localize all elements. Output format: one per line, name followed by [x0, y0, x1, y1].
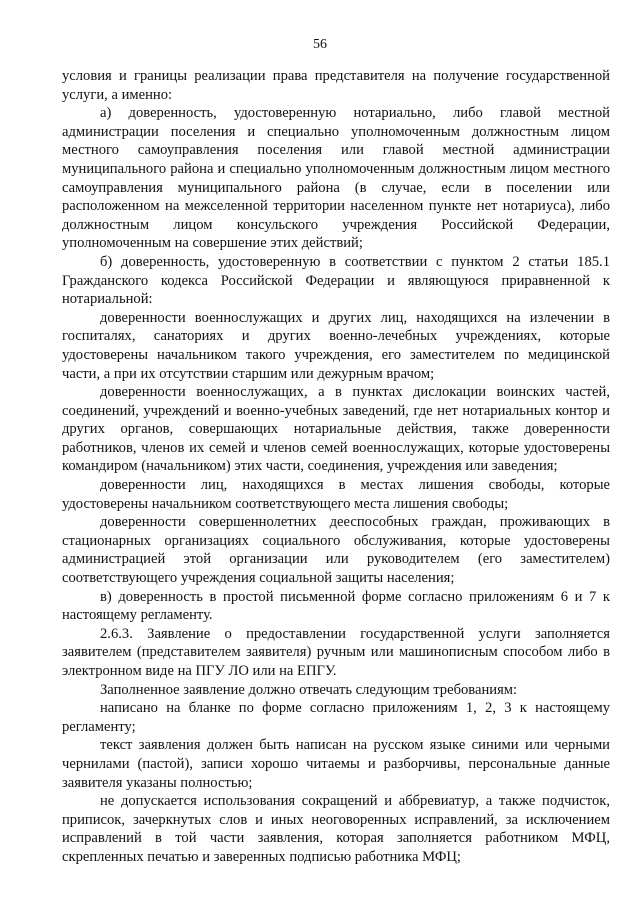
paragraph-requirement-language: текст заявления должен быть написан на русском языке синими или черными чернилами (пастой), записи хорошо читаемы и разборчивы, персональные данные заявителя указаны полностью;	[62, 737, 610, 791]
paragraph-requirements-intro: Заполненное заявление должно отвечать следующим требованиям:	[100, 681, 518, 698]
paragraph-requirement-form: написано на бланке по форме согласно приложениям 1, 2, 3 к настоящему регламенту;	[62, 700, 610, 735]
document-body	[62, 67, 610, 867]
paragraph-item-v: в) доверенность в простой письменной форме согласно приложениям 6 и 7 к настоящему регламенту.	[62, 588, 610, 624]
paragraph-military-hospital: доверенности военнослужащих и других лиц, находящихся на излечении в госпиталях, санаториях и других военно-лечебных учреждениях, которые удостоверены начальником такого учреждения, его заместителем по медицинской части, а при их отсутствии старшим или дежурным врачом;	[62, 309, 610, 382]
paragraph-military-units: доверенности военнослужащих, а в пунктах дислокации воинских частей, соединений, учреждений и военно-учебных заведений, где нет нотариальных контор и других органов, совершающих нотариальные действия, также доверенности работников, членов их семей и членов семей военнослужащих, которые удостоверены командиром (начальником) этих части, соединения, учреждения или заведения;	[62, 384, 610, 475]
paragraph-intro-continuation: условия и границы реализации права представителя на получение государственной услуги, а именно:	[62, 68, 610, 103]
paragraph-social-care: доверенности совершеннолетних дееспособных граждан, проживающих в стационарных организациях социального обслуживания, которые удостоверены администрацией этой организации или руководителем (его заместителем) соответствующего учреждения социальной защиты населения;	[62, 514, 610, 587]
paragraph-2-6-3: 2.6.3. Заявление о предоставлении государственной услуги заполняется заявителем (представителем заявителя) ручным или машинописным способом либо в электронном виде на ПГУ ЛО или на ЕПГУ.	[62, 625, 610, 679]
paragraph-detention: доверенности лиц, находящихся в местах лишения свободы, которые удостоверены начальником соответствующего места лишения свободы;	[62, 477, 610, 512]
paragraph-requirement-no-abbreviations: не допускается использования сокращений и аббревиатур, а также подчисток, приписок, зачеркнутых слов и иных неоговоренных исправлений, за исключением исправлений в той части заявления, которая заполняется работником МФЦ, скрепленных печатью и заверенных подписью работника МФЦ;	[62, 793, 610, 865]
page-number: 56	[313, 37, 327, 52]
paragraph-item-b: б) доверенность, удостоверенную в соответствии с пунктом 2 статьи 185.1 Гражданского кодекса Российской Федерации и являющуюся приравненной к нотариальной:	[62, 253, 610, 308]
paragraph-item-a: а) доверенность, удостоверенную нотариально, либо главой местной администрации поселения и специально уполномоченным должностным лицом местного самоуправления поселения или главой местной администрации муниципального района и специально уполномоченным должностным лицом местного самоуправления муниципального района (в случае, если в поселении или расположенном на межселенной территории населенном пункте нет нотариуса), либо должностным лицом консульского учреждения Российской Федерации, уполномоченным на совершение этих действий;	[62, 105, 610, 252]
